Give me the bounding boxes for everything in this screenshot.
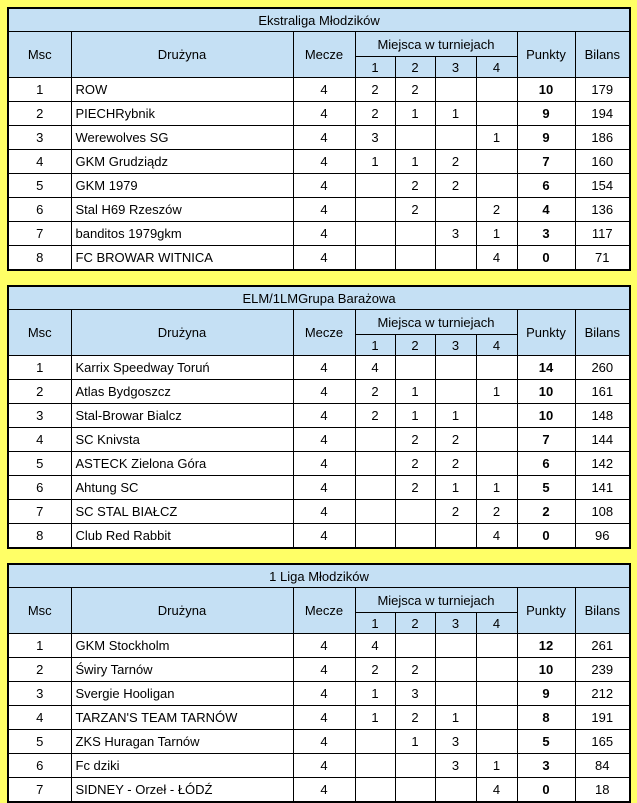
header-place-1: 1 [355, 613, 395, 634]
table-row [8, 778, 630, 803]
played-cell: 4 [293, 404, 355, 428]
place-2-cell: 2 [395, 428, 435, 452]
balance-cell: 160 [575, 150, 630, 174]
place-4-cell: 4 [476, 246, 517, 271]
position-cell: 7 [8, 222, 71, 246]
balance-cell: 212 [575, 682, 630, 706]
balance-cell: 161 [575, 380, 630, 404]
place-1-cell [355, 476, 395, 500]
position-cell: 8 [8, 524, 71, 549]
place-1-cell: 2 [355, 658, 395, 682]
points-cell: 7 [517, 150, 575, 174]
balance-cell: 260 [575, 356, 630, 380]
place-1-cell: 3 [355, 126, 395, 150]
place-2-cell: 2 [395, 452, 435, 476]
played-cell: 4 [293, 778, 355, 803]
table-row [8, 78, 630, 102]
place-2-cell: 3 [395, 682, 435, 706]
position-cell: 2 [8, 658, 71, 682]
position-cell: 2 [8, 102, 71, 126]
balance-cell: 144 [575, 428, 630, 452]
balance-cell: 191 [575, 706, 630, 730]
header-place-3: 3 [435, 613, 476, 634]
balance-cell: 108 [575, 500, 630, 524]
played-cell: 4 [293, 380, 355, 404]
team-name-cell: Stal H69 Rzeszów [71, 198, 293, 222]
balance-cell: 194 [575, 102, 630, 126]
header-played: Mecze [293, 32, 355, 78]
position-cell: 6 [8, 754, 71, 778]
place-3-cell [435, 778, 476, 803]
place-2-cell [395, 754, 435, 778]
place-1-cell: 2 [355, 404, 395, 428]
table-row [8, 404, 630, 428]
played-cell: 4 [293, 246, 355, 271]
position-cell: 7 [8, 778, 71, 803]
header-balance: Bilans [575, 310, 630, 356]
team-name-cell: Svergie Hooligan [71, 682, 293, 706]
balance-cell: 84 [575, 754, 630, 778]
points-cell: 10 [517, 78, 575, 102]
points-cell: 7 [517, 428, 575, 452]
header-place-2: 2 [395, 57, 435, 78]
place-2-cell: 1 [395, 730, 435, 754]
place-4-cell [476, 428, 517, 452]
place-3-cell [435, 682, 476, 706]
played-cell: 4 [293, 634, 355, 658]
points-cell: 0 [517, 778, 575, 803]
place-2-cell: 1 [395, 102, 435, 126]
place-4-cell [476, 682, 517, 706]
table-row [8, 102, 630, 126]
place-1-cell [355, 198, 395, 222]
place-4-cell [476, 78, 517, 102]
table-row [8, 174, 630, 198]
team-name-cell: Club Red Rabbit [71, 524, 293, 549]
balance-cell: 142 [575, 452, 630, 476]
header-place-1: 1 [355, 335, 395, 356]
table-row [8, 452, 630, 476]
header-balance: Bilans [575, 588, 630, 634]
place-3-cell: 2 [435, 174, 476, 198]
played-cell: 4 [293, 78, 355, 102]
place-2-cell [395, 246, 435, 271]
played-cell: 4 [293, 754, 355, 778]
place-1-cell [355, 500, 395, 524]
played-cell: 4 [293, 428, 355, 452]
points-cell: 9 [517, 682, 575, 706]
played-cell: 4 [293, 706, 355, 730]
position-cell: 4 [8, 428, 71, 452]
place-1-cell [355, 222, 395, 246]
table-row [8, 428, 630, 452]
place-3-cell [435, 658, 476, 682]
league-table [7, 563, 629, 803]
balance-cell: 96 [575, 524, 630, 549]
header-points: Punkty [517, 310, 575, 356]
place-3-cell: 2 [435, 428, 476, 452]
standings-table [7, 563, 631, 803]
league-title: Ekstraliga Młodzików [8, 8, 630, 32]
place-4-cell: 1 [476, 222, 517, 246]
points-cell: 2 [517, 500, 575, 524]
header-place-4: 4 [476, 613, 517, 634]
place-3-cell [435, 126, 476, 150]
position-cell: 7 [8, 500, 71, 524]
place-4-cell [476, 452, 517, 476]
place-1-cell [355, 246, 395, 271]
place-3-cell: 2 [435, 452, 476, 476]
table-row [8, 380, 630, 404]
position-cell: 1 [8, 356, 71, 380]
place-1-cell [355, 452, 395, 476]
balance-cell: 154 [575, 174, 630, 198]
header-pos: Msc [8, 32, 71, 78]
standings-table [7, 285, 631, 549]
position-cell: 6 [8, 476, 71, 500]
place-2-cell: 2 [395, 476, 435, 500]
place-4-cell: 1 [476, 754, 517, 778]
team-name-cell: Atlas Bydgoszcz [71, 380, 293, 404]
table-row [8, 730, 630, 754]
team-name-cell: GKM Stockholm [71, 634, 293, 658]
balance-cell: 148 [575, 404, 630, 428]
place-3-cell [435, 380, 476, 404]
balance-cell: 141 [575, 476, 630, 500]
played-cell: 4 [293, 500, 355, 524]
place-3-cell: 3 [435, 730, 476, 754]
balance-cell: 117 [575, 222, 630, 246]
position-cell: 3 [8, 126, 71, 150]
team-name-cell: Werewolves SG [71, 126, 293, 150]
header-played: Mecze [293, 310, 355, 356]
points-cell: 14 [517, 356, 575, 380]
place-2-cell: 2 [395, 658, 435, 682]
position-cell: 3 [8, 682, 71, 706]
table-row [8, 198, 630, 222]
table-row [8, 356, 630, 380]
team-name-cell: Karrix Speedway Toruń [71, 356, 293, 380]
place-2-cell: 2 [395, 174, 435, 198]
place-3-cell [435, 634, 476, 658]
standings-table [7, 7, 631, 271]
header-team: Drużyna [71, 588, 293, 634]
place-1-cell: 1 [355, 682, 395, 706]
place-2-cell: 1 [395, 404, 435, 428]
place-3-cell [435, 78, 476, 102]
place-4-cell [476, 174, 517, 198]
points-cell: 6 [517, 452, 575, 476]
balance-cell: 165 [575, 730, 630, 754]
played-cell: 4 [293, 126, 355, 150]
place-1-cell [355, 428, 395, 452]
place-2-cell [395, 222, 435, 246]
header-played: Mecze [293, 588, 355, 634]
played-cell: 4 [293, 730, 355, 754]
place-2-cell [395, 778, 435, 803]
balance-cell: 71 [575, 246, 630, 271]
place-1-cell: 1 [355, 150, 395, 174]
points-cell: 9 [517, 102, 575, 126]
place-4-cell [476, 150, 517, 174]
header-places: Miejsca w turniejach [355, 32, 517, 57]
header-balance: Bilans [575, 32, 630, 78]
points-cell: 12 [517, 634, 575, 658]
played-cell: 4 [293, 476, 355, 500]
points-cell: 0 [517, 246, 575, 271]
place-2-cell [395, 356, 435, 380]
place-3-cell: 1 [435, 404, 476, 428]
place-2-cell [395, 126, 435, 150]
points-cell: 10 [517, 658, 575, 682]
team-name-cell: SC Knivsta [71, 428, 293, 452]
played-cell: 4 [293, 356, 355, 380]
place-4-cell: 4 [476, 778, 517, 803]
place-3-cell: 3 [435, 222, 476, 246]
place-4-cell [476, 730, 517, 754]
header-places: Miejsca w turniejach [355, 310, 517, 335]
played-cell: 4 [293, 682, 355, 706]
played-cell: 4 [293, 222, 355, 246]
place-4-cell [476, 102, 517, 126]
place-3-cell: 1 [435, 102, 476, 126]
league-title: ELM/1LMGrupa Barażowa [8, 286, 630, 310]
team-name-cell: Stal-Browar Bialcz [71, 404, 293, 428]
place-4-cell: 1 [476, 476, 517, 500]
table-row [8, 634, 630, 658]
league-table [7, 285, 629, 549]
header-place-3: 3 [435, 335, 476, 356]
header-points: Punkty [517, 32, 575, 78]
played-cell: 4 [293, 198, 355, 222]
position-cell: 8 [8, 246, 71, 271]
team-name-cell: PIECHRybnik [71, 102, 293, 126]
balance-cell: 186 [575, 126, 630, 150]
header-team: Drużyna [71, 32, 293, 78]
played-cell: 4 [293, 102, 355, 126]
table-row [8, 706, 630, 730]
place-3-cell [435, 198, 476, 222]
place-2-cell: 2 [395, 198, 435, 222]
position-cell: 1 [8, 634, 71, 658]
header-place-2: 2 [395, 335, 435, 356]
points-cell: 9 [517, 126, 575, 150]
points-cell: 6 [517, 174, 575, 198]
team-name-cell: ZKS Huragan Tarnów [71, 730, 293, 754]
played-cell: 4 [293, 658, 355, 682]
points-cell: 8 [517, 706, 575, 730]
points-cell: 3 [517, 222, 575, 246]
position-cell: 5 [8, 174, 71, 198]
place-2-cell: 2 [395, 78, 435, 102]
place-4-cell [476, 634, 517, 658]
header-team: Drużyna [71, 310, 293, 356]
place-1-cell: 4 [355, 356, 395, 380]
place-1-cell [355, 174, 395, 198]
points-cell: 10 [517, 380, 575, 404]
place-4-cell [476, 356, 517, 380]
team-name-cell: banditos 1979gkm [71, 222, 293, 246]
header-place-2: 2 [395, 613, 435, 634]
table-row [8, 126, 630, 150]
balance-cell: 261 [575, 634, 630, 658]
place-2-cell: 1 [395, 380, 435, 404]
team-name-cell: Świry Tarnów [71, 658, 293, 682]
place-1-cell [355, 730, 395, 754]
header-pos: Msc [8, 588, 71, 634]
table-row [8, 682, 630, 706]
table-row [8, 222, 630, 246]
place-2-cell: 2 [395, 706, 435, 730]
place-2-cell [395, 524, 435, 549]
league-table [7, 7, 629, 271]
balance-cell: 18 [575, 778, 630, 803]
table-row [8, 476, 630, 500]
league-title: 1 Liga Młodzików [8, 564, 630, 588]
header-pos: Msc [8, 310, 71, 356]
place-3-cell [435, 356, 476, 380]
place-1-cell: 1 [355, 706, 395, 730]
place-3-cell: 1 [435, 706, 476, 730]
played-cell: 4 [293, 150, 355, 174]
played-cell: 4 [293, 174, 355, 198]
points-cell: 3 [517, 754, 575, 778]
table-row [8, 658, 630, 682]
place-3-cell [435, 246, 476, 271]
place-4-cell: 4 [476, 524, 517, 549]
balance-cell: 179 [575, 78, 630, 102]
team-name-cell: FC BROWAR WITNICA [71, 246, 293, 271]
team-name-cell: SC STAL BIAŁCZ [71, 500, 293, 524]
points-cell: 0 [517, 524, 575, 549]
table-row [8, 524, 630, 549]
position-cell: 4 [8, 706, 71, 730]
place-3-cell [435, 524, 476, 549]
place-1-cell: 2 [355, 380, 395, 404]
team-name-cell: ASTECK Zielona Góra [71, 452, 293, 476]
place-4-cell: 1 [476, 380, 517, 404]
place-1-cell [355, 524, 395, 549]
header-place-4: 4 [476, 57, 517, 78]
place-3-cell: 2 [435, 150, 476, 174]
place-4-cell [476, 404, 517, 428]
points-cell: 10 [517, 404, 575, 428]
place-2-cell [395, 500, 435, 524]
header-place-4: 4 [476, 335, 517, 356]
header-place-3: 3 [435, 57, 476, 78]
position-cell: 5 [8, 730, 71, 754]
place-4-cell: 2 [476, 500, 517, 524]
position-cell: 1 [8, 78, 71, 102]
place-3-cell: 2 [435, 500, 476, 524]
table-row [8, 150, 630, 174]
place-1-cell [355, 754, 395, 778]
place-4-cell: 1 [476, 126, 517, 150]
team-name-cell: Fc dziki [71, 754, 293, 778]
position-cell: 3 [8, 404, 71, 428]
team-name-cell: GKM 1979 [71, 174, 293, 198]
team-name-cell: TARZAN'S TEAM TARNÓW [71, 706, 293, 730]
team-name-cell: GKM Grudziądz [71, 150, 293, 174]
team-name-cell: SIDNEY - Orzeł - ŁÓDŹ [71, 778, 293, 803]
place-4-cell [476, 706, 517, 730]
header-points: Punkty [517, 588, 575, 634]
header-places: Miejsca w turniejach [355, 588, 517, 613]
position-cell: 2 [8, 380, 71, 404]
place-1-cell: 2 [355, 102, 395, 126]
team-name-cell: Ahtung SC [71, 476, 293, 500]
position-cell: 4 [8, 150, 71, 174]
played-cell: 4 [293, 452, 355, 476]
points-cell: 5 [517, 730, 575, 754]
played-cell: 4 [293, 524, 355, 549]
place-4-cell [476, 658, 517, 682]
place-4-cell: 2 [476, 198, 517, 222]
position-cell: 5 [8, 452, 71, 476]
place-1-cell: 2 [355, 78, 395, 102]
table-row [8, 246, 630, 271]
place-1-cell: 4 [355, 634, 395, 658]
place-2-cell: 1 [395, 150, 435, 174]
points-cell: 4 [517, 198, 575, 222]
position-cell: 6 [8, 198, 71, 222]
table-row [8, 754, 630, 778]
place-3-cell: 1 [435, 476, 476, 500]
points-cell: 5 [517, 476, 575, 500]
balance-cell: 239 [575, 658, 630, 682]
balance-cell: 136 [575, 198, 630, 222]
place-3-cell: 3 [435, 754, 476, 778]
header-place-1: 1 [355, 57, 395, 78]
place-2-cell [395, 634, 435, 658]
place-1-cell [355, 778, 395, 803]
table-row [8, 500, 630, 524]
team-name-cell: ROW [71, 78, 293, 102]
